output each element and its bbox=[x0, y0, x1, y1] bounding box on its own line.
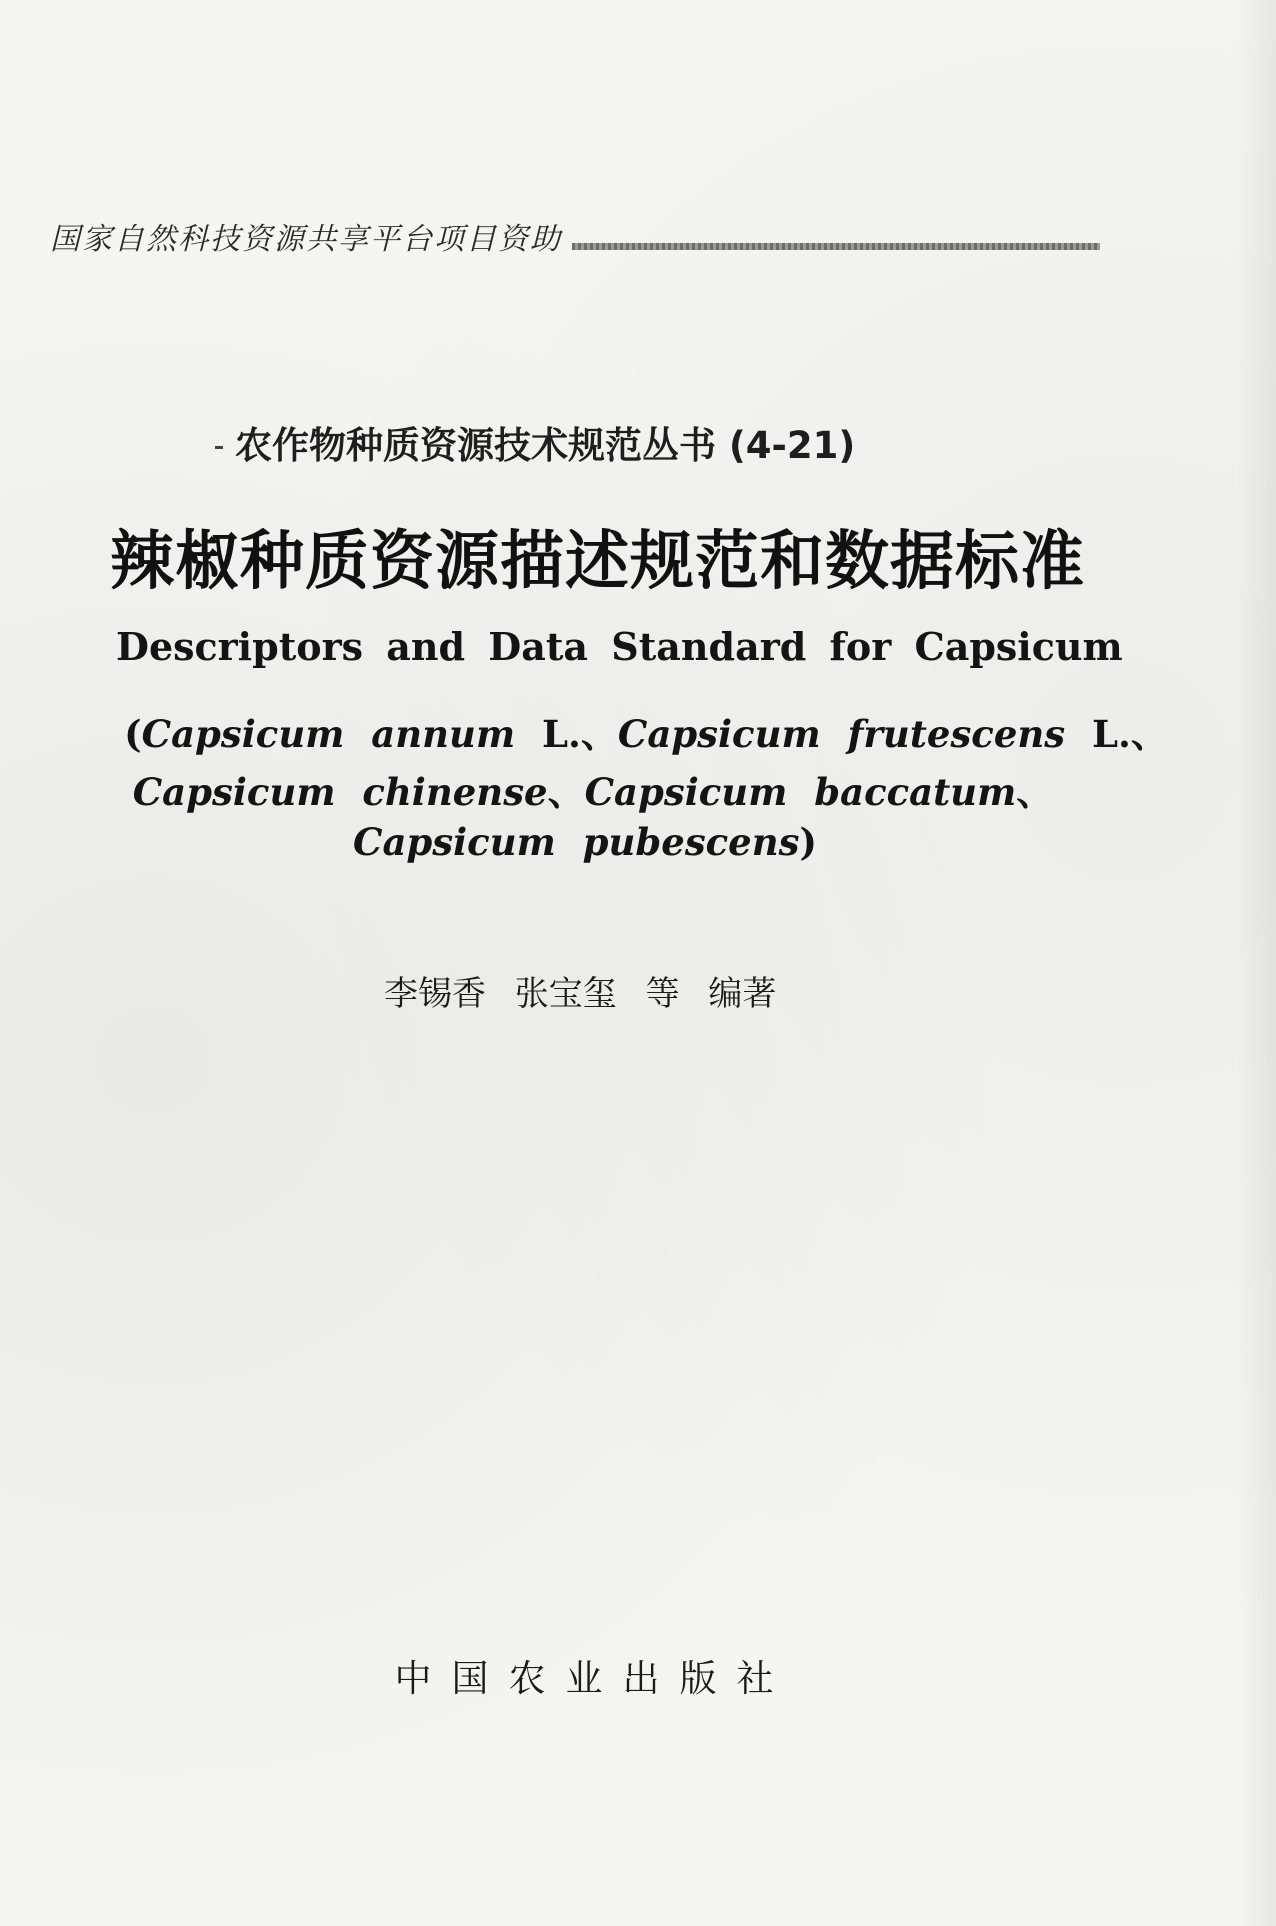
series-title-line bbox=[215, 415, 855, 469]
publisher-name: 中国农业出版社 bbox=[394, 1657, 794, 1700]
series-title: 农作物种质资源技术规范丛书 (4-21) bbox=[235, 424, 856, 467]
funding-note: 国家自然科技资源共享平台项目资助 bbox=[50, 222, 562, 257]
header-rule bbox=[572, 243, 1100, 250]
species-line-3: Capsicum pubescens) bbox=[353, 820, 817, 864]
main-title-zh: 辣椒种质资源描述规范和数据标准 bbox=[110, 525, 1085, 599]
species-frutescens: Capsicum frutescens bbox=[617, 712, 1066, 756]
page-edge-shadow bbox=[1236, 0, 1276, 1926]
series-dash bbox=[215, 446, 223, 449]
species-annum: Capsicum annum bbox=[141, 712, 516, 756]
species-baccatum: Capsicum baccatum bbox=[584, 770, 1017, 814]
species-line-2: Capsicum chinense、Capsicum baccatum、 bbox=[132, 770, 1054, 814]
species-line-1: (Capsicum annum L.、Capsicum frutescens L.、 bbox=[124, 712, 1168, 756]
species-pubescens: Capsicum pubescens bbox=[353, 820, 800, 864]
authors: 李锡香 张宝玺 等 编著 bbox=[384, 974, 777, 1014]
main-title-en: Descriptors and Data Standard for Capsicum bbox=[116, 624, 1123, 669]
species-chinense: Capsicum chinense bbox=[132, 770, 548, 814]
